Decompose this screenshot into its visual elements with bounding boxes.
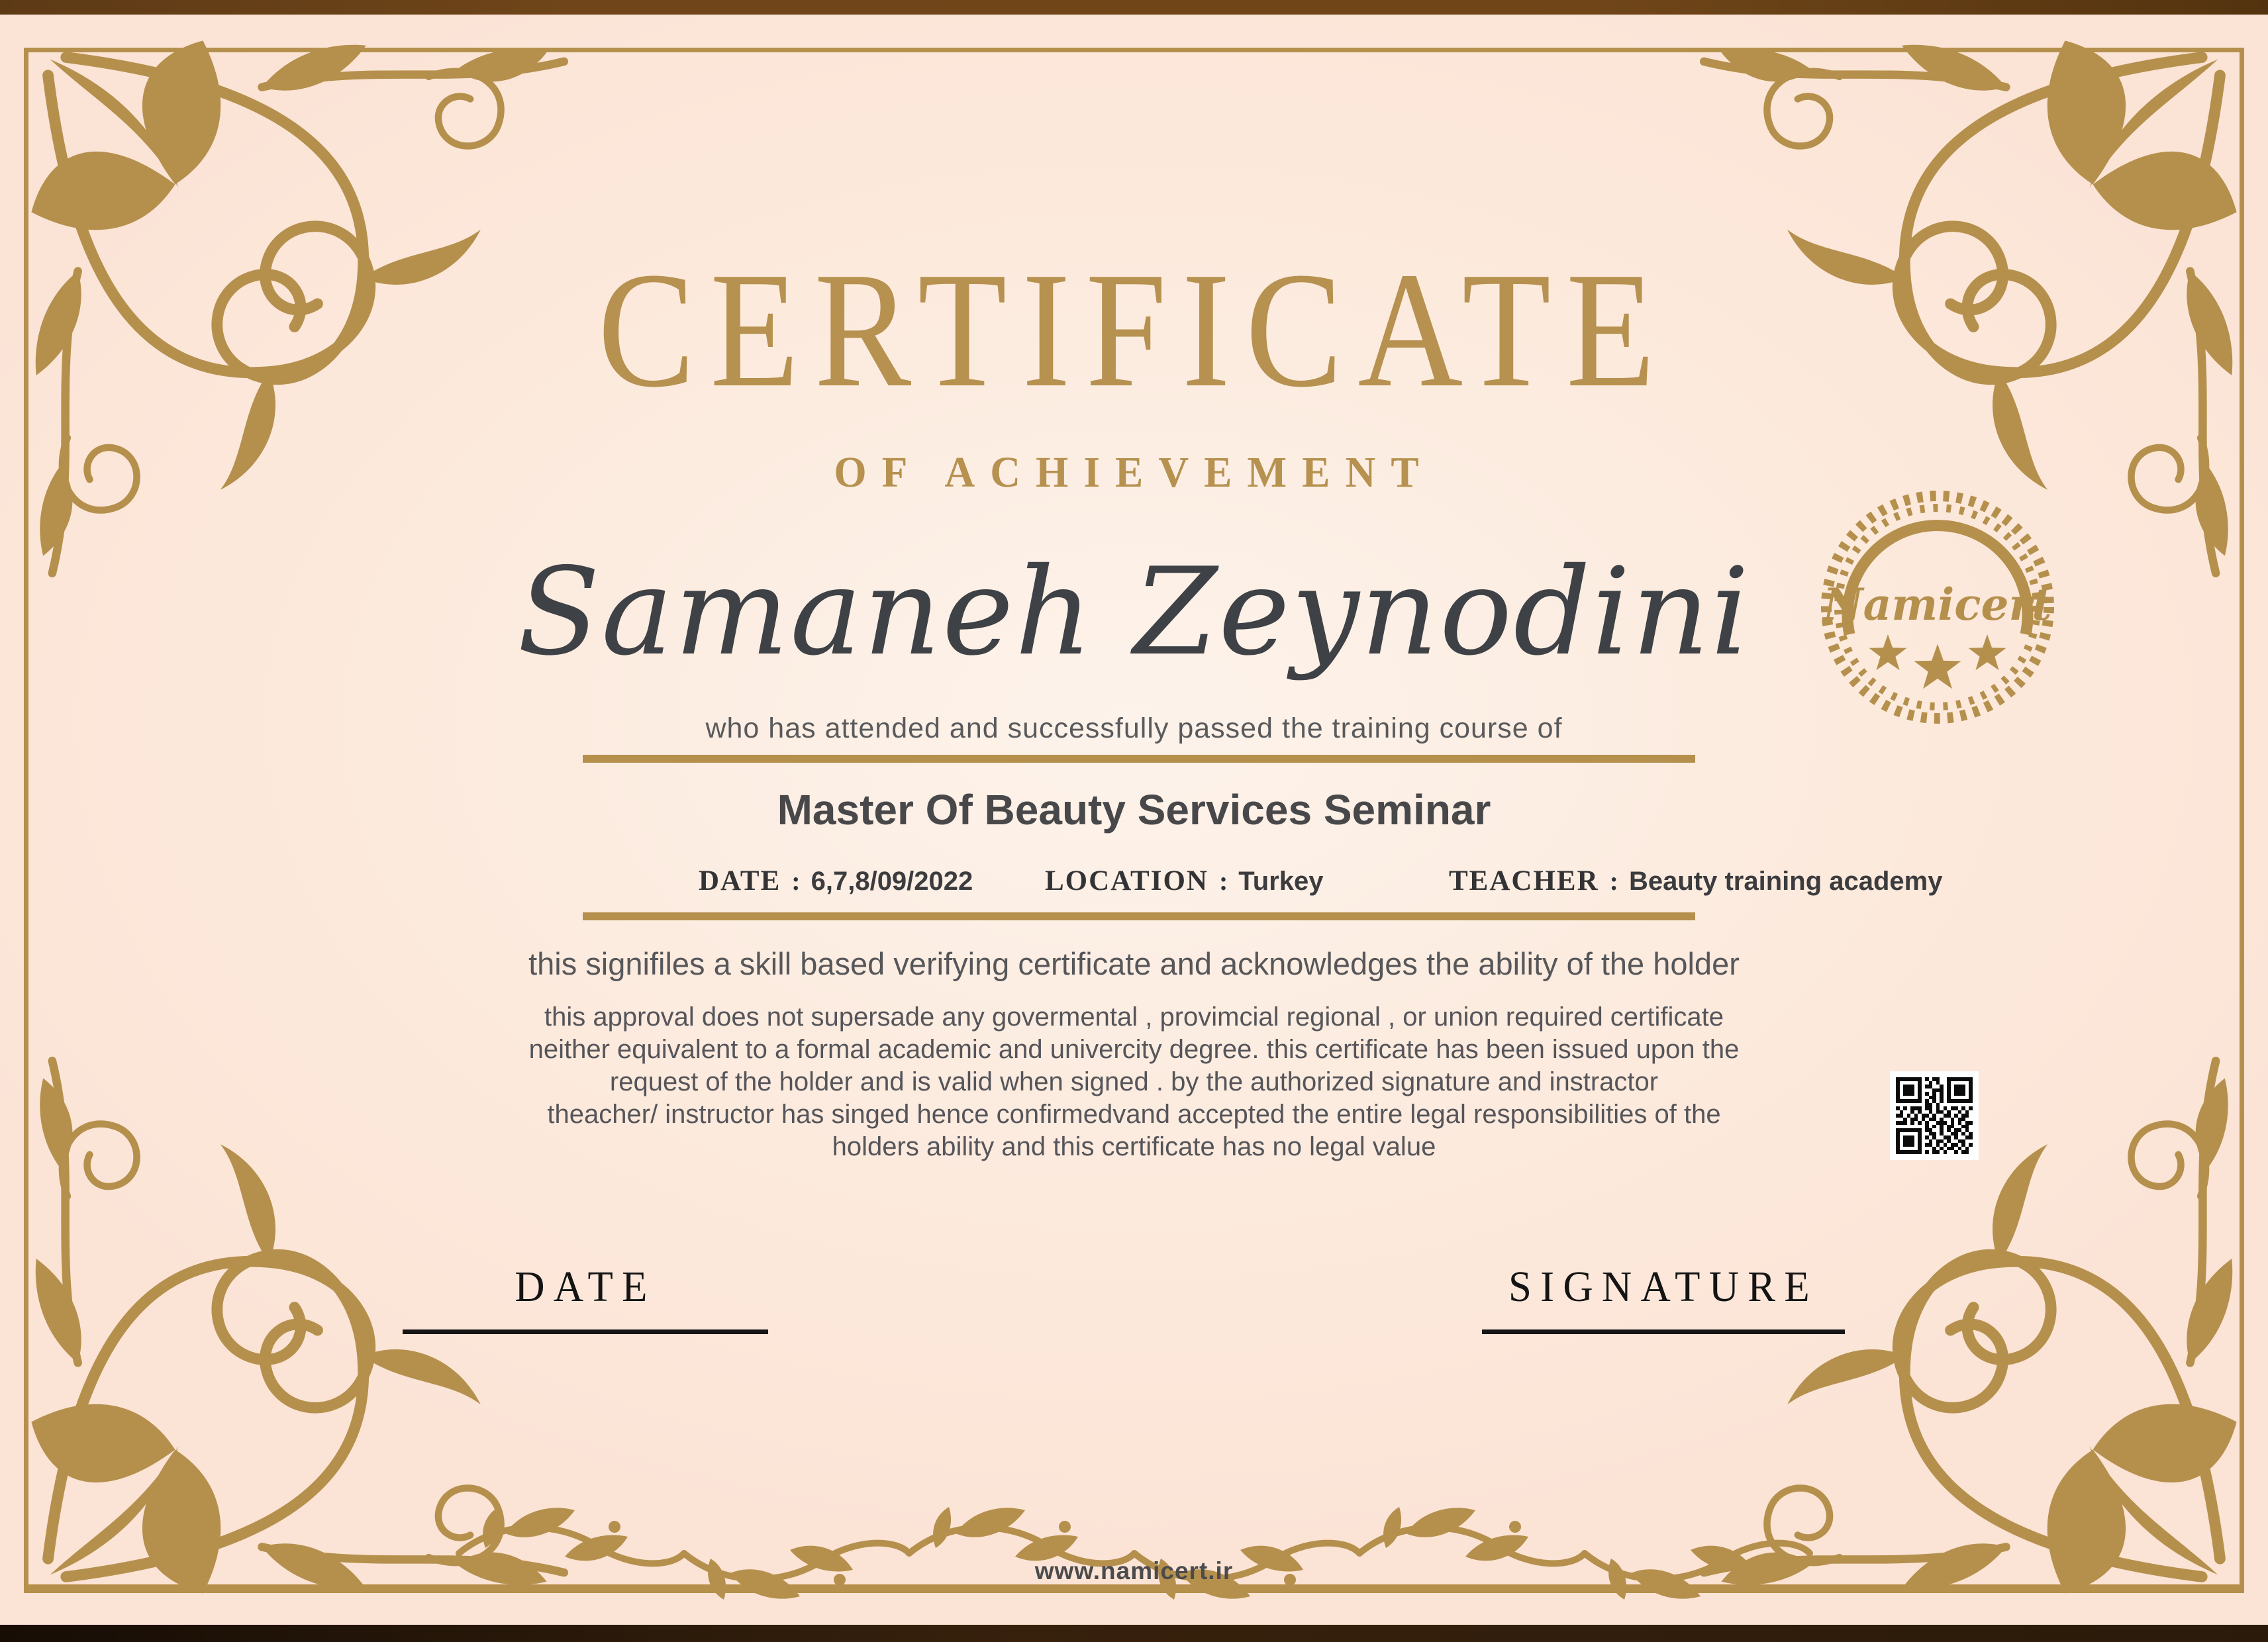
statement-line: this approval does not supersade any govermental , provimcial regional , or union required certificate: [544, 1002, 1724, 1032]
date-label: DATE: [699, 865, 781, 896]
signoff-date-block: [403, 1262, 768, 1334]
teacher-label: TEACHER: [1449, 865, 1599, 896]
top-brown-bar: [0, 0, 2268, 15]
bottom-brown-bar: [0, 1625, 2268, 1642]
date-colon: :: [791, 866, 801, 896]
qr-code-grid: [1896, 1077, 1973, 1154]
location-value: Turkey: [1238, 867, 1324, 896]
statement-line: request of the holder and is valid when signed . by the authorized signature and instractor: [609, 1067, 1659, 1096]
course-title: Master Of Beauty Services Seminar: [777, 786, 1491, 834]
signoff-date-label: DATE: [515, 1263, 656, 1311]
statement-headline: this signifiles a skill based verifying certificate and acknowledges the ability of the holder: [528, 946, 1740, 981]
date-value: 6,7,8/09/2022: [811, 867, 973, 896]
statement-line: holders ability and this certificate has no legal value: [832, 1132, 1436, 1161]
bottom-garland-icon: [439, 1507, 1830, 1600]
statement-line: theacher/ instructor has singed hence confirmedvand accepted the entire legal responsibilities of the: [547, 1100, 1721, 1129]
teacher-value: Beauty training academy: [1628, 867, 1943, 896]
date-signature-line: [403, 1329, 768, 1334]
statement-line: neither equivalent to a formal academic and univercity degree. this certificate has been issued upon the: [528, 1035, 1740, 1064]
gold-divider-top: [583, 755, 1695, 763]
website-url: www.namicert.ir: [1034, 1557, 1234, 1584]
teacher-colon: :: [1609, 866, 1618, 896]
gold-divider-bottom: [583, 912, 1695, 920]
signoff-signature-block: [1482, 1262, 1845, 1334]
signature-line: [1482, 1329, 1845, 1334]
certificate-subtitle: OF ACHIEVEMENT: [834, 448, 1434, 497]
signoff-signature-label: SIGNATURE: [1508, 1263, 1819, 1311]
certificate-title: CERTIFICATE: [597, 238, 1671, 422]
meta-date: [699, 865, 973, 897]
meta-teacher: [1449, 865, 1942, 897]
recipient-name: Samaneh Zeynodini: [517, 542, 1751, 682]
intro-line: who has attended and successfully passed the training course of: [705, 712, 1563, 744]
location-colon: :: [1218, 866, 1228, 896]
location-label: LOCATION: [1045, 865, 1208, 896]
seal-brand-text: Namicert: [1823, 579, 2052, 630]
meta-location: [1045, 865, 1324, 897]
qr-code: [1890, 1071, 1979, 1160]
